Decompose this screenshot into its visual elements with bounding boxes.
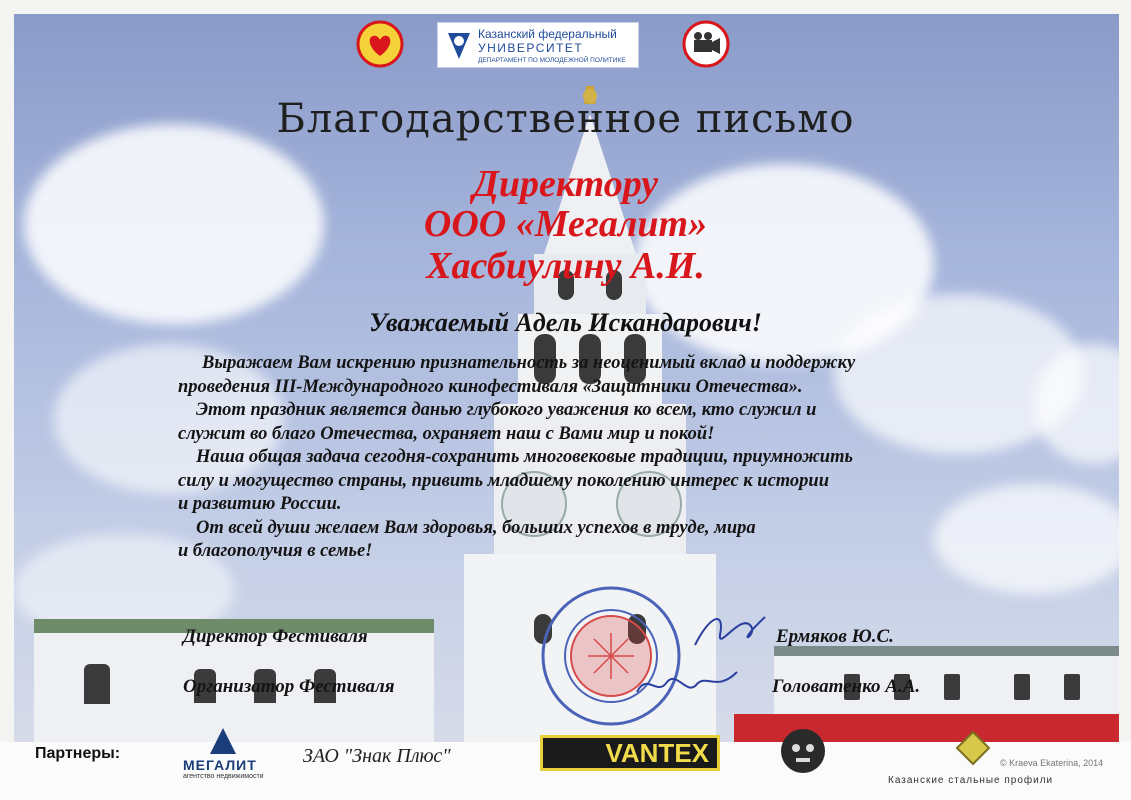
body-line: силу и могущество страны, привить младшему поколению интерес к истории: [178, 470, 830, 491]
partner-znak: ЗАО "Знак Плюс": [303, 745, 451, 767]
signature-role-organizer: Организатор Фестиваля: [183, 676, 395, 697]
partner-megalit-sub: агентство недвижимости: [183, 773, 264, 780]
signature-organizer: [632, 662, 742, 707]
partner-kss: Казанские стальные профили: [888, 775, 1054, 786]
signature-name-director: Ермяков Ю.С.: [776, 626, 894, 647]
body-line: Наша общая задача сегодня-сохранить многовековые традиции, приумножить: [196, 447, 853, 467]
partners-label: Партнеры:: [35, 745, 121, 762]
body-line: От всей души желаем Вам здоровья, больших успехов в труде, мира: [196, 517, 756, 538]
body-line: служит во благо Отечества, охраняет наш с Вами мир и покой!: [178, 423, 715, 444]
signature-director: [690, 605, 770, 660]
addressee-line1: Директору: [472, 163, 659, 205]
kfu-emblem-icon: [444, 29, 474, 63]
body-line: Выражаем Вам искрению признательность за неоценимый вклад и поддержку: [202, 353, 856, 373]
partner-vantex: VANTEX: [605, 738, 709, 768]
photo-credit: © Kraeva Ekaterina, 2014: [1000, 758, 1104, 768]
body-line: и развитию России.: [178, 494, 342, 514]
signature-role-director: Директор Фестиваля: [183, 626, 368, 647]
kfu-logo: [437, 22, 639, 68]
partner-vantex-logo: [540, 735, 720, 771]
kss-logo-icon: [955, 730, 991, 766]
body-line: проведения III-Международного кинофестиваля «Защитники Отечества».: [178, 376, 803, 397]
megalit-logo-icon: [208, 726, 238, 756]
camera-festival-logo-icon: [682, 20, 730, 68]
left-festival-logo-icon: [356, 20, 404, 68]
body-line: и благополучия в семье!: [178, 541, 373, 561]
greeting: Уважаемый Адель Искандарович!: [369, 308, 762, 337]
skull-emblem-icon: [778, 726, 828, 776]
signature-name-organizer: Головатенко А.А.: [772, 676, 921, 697]
body-line: Этот праздник является данью глубокого уважения ко всем, кто служил и: [196, 400, 817, 420]
kfu-name-line1: Казанский федеральный: [478, 27, 617, 41]
kfu-department: ДЕПАРТАМЕНТ ПО МОЛОДЕЖНОЙ ПОЛИТИКЕ: [478, 57, 626, 64]
letter-body: [178, 352, 978, 564]
round-stamp: [538, 583, 684, 729]
partner-megalit: МЕГАЛИТ: [183, 757, 257, 773]
addressee-line2: ООО «Мегалит»: [423, 203, 708, 245]
kfu-name-line2: УНИВЕРСИТЕТ: [478, 41, 584, 55]
page-title: Благодарственное письмо: [276, 96, 855, 142]
addressee-line3: Хасбиулину А.И.: [426, 245, 705, 287]
